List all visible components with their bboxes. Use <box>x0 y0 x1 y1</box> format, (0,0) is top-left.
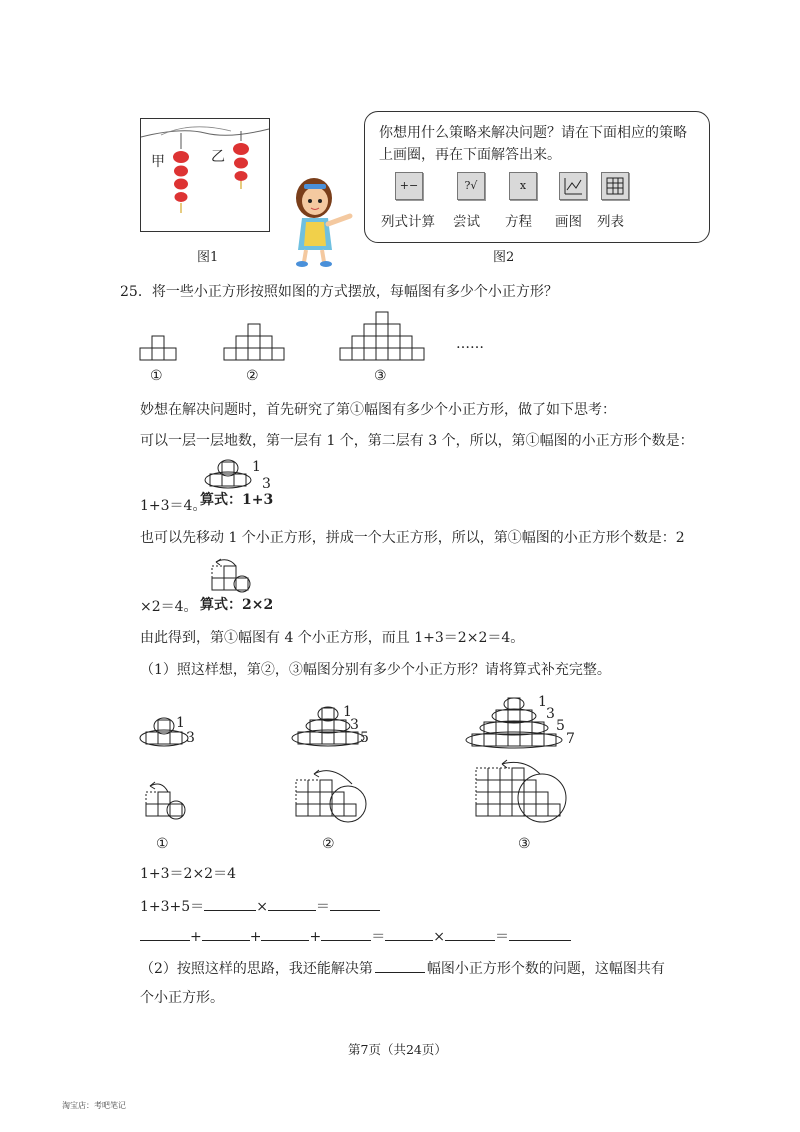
part-2-question: （2）按照这样的思路，我还能解决第 幅图小正方形个数的问题，这幅图共有 <box>140 958 665 979</box>
girl-illustration <box>284 176 354 268</box>
part-1-question: （1）照这样想，第②，③幅图分别有多少个小正方形？请将算式补充完整。 <box>140 662 611 678</box>
part-2-question-end: 个小正方形。 <box>140 990 224 1006</box>
ellipsis: …… <box>456 336 484 352</box>
formula-2: 算式：2×2 <box>200 597 274 613</box>
paragraph-2: 可以一层一层地数，第一层有 1 个，第二层有 3 个，所以，第①幅图的小正方形个数是： <box>140 433 694 449</box>
blank-8[interactable] <box>385 926 433 941</box>
figure-1-lanterns <box>140 118 270 232</box>
lanterns-illustration <box>141 119 269 231</box>
a-num-1: 1 <box>176 715 185 731</box>
q25-title: 25．将一些小正方形按照如图的方式摆放，每幅图有多少个小正方形？ <box>120 284 558 300</box>
blank-10[interactable] <box>509 926 571 941</box>
equation-2: ×2＝4。 <box>140 599 198 615</box>
formula-1: 算式：1+3 <box>200 492 274 508</box>
strategy-label-table: 列表 <box>597 214 624 230</box>
blank-1[interactable] <box>204 896 256 911</box>
strategy-label-equation: 方程 <box>505 214 532 230</box>
c-num-7: 7 <box>566 731 575 747</box>
graph-icon[interactable] <box>559 172 587 200</box>
rearrange-label-1: ① <box>156 836 169 852</box>
strategy-label-trial: 尝试 <box>453 214 480 230</box>
blank-7[interactable] <box>321 926 371 941</box>
fig-label-3: ③ <box>374 368 387 384</box>
fig-label-1: ① <box>150 368 163 384</box>
blank-6[interactable] <box>261 926 309 941</box>
page-number: 第7页（共24页） <box>348 1042 447 1057</box>
answer-line-1: 1+3＝2×2＝4 <box>140 866 236 882</box>
fig-label-2: ② <box>246 368 259 384</box>
a-num-3: 3 <box>186 730 195 746</box>
c-num-5: 5 <box>556 718 565 734</box>
blank-9[interactable] <box>445 926 495 941</box>
paragraph-1: 妙想在解决问题时，首先研究了第①幅图有多少个小正方形，做了如下思考： <box>140 402 616 418</box>
rearrange-label-2: ② <box>322 836 335 852</box>
pattern-figures <box>130 306 510 392</box>
blank-figure-number[interactable] <box>375 958 425 973</box>
strategy-bubble <box>364 111 710 243</box>
figure-1-caption: 图1 <box>197 250 219 265</box>
diag1-num-bottom: 3 <box>262 476 271 492</box>
move-square-diagram <box>206 556 266 594</box>
bubble-text: 你想用什么策略来解决问题？请在下面相应的策略上画圈，再在下面解答出来。 <box>379 125 687 163</box>
equation-icon[interactable]: x <box>509 172 537 200</box>
trial-icon[interactable]: ?√ <box>457 172 485 200</box>
table-icon[interactable] <box>601 172 629 200</box>
strategy-label-calc: 列式计算 <box>381 214 435 230</box>
answer-line-3: + + + ＝ × ＝ <box>140 926 571 947</box>
strategy-label-graph: 画图 <box>555 214 582 230</box>
b-num-3: 3 <box>350 717 359 733</box>
rearrange-label-3: ③ <box>518 836 531 852</box>
label-yi: 乙 <box>211 149 225 165</box>
label-jia: 甲 <box>151 154 165 170</box>
c-num-1: 1 <box>538 694 547 710</box>
blank-5[interactable] <box>202 926 250 941</box>
figure-2-caption: 图2 <box>493 250 515 265</box>
paragraph-4: 由此得到，第①幅图有 4 个小正方形，而且 1+3＝2×2＝4。 <box>140 630 525 646</box>
blank-3[interactable] <box>330 896 380 911</box>
equation-1: 1+3＝4。 <box>140 498 207 514</box>
c-num-3: 3 <box>546 706 555 722</box>
paragraph-3: 也可以先移动 1 个小正方形，拼成一个大正方形，所以，第①幅图的小正方形个数是：2 <box>140 530 685 546</box>
calculation-icon[interactable]: +− <box>395 172 423 200</box>
blank-4[interactable] <box>140 926 190 941</box>
b-num-5: 5 <box>360 730 369 746</box>
rearrange-diagrams <box>136 760 586 830</box>
shop-watermark: 淘宝店：考吧笔记 <box>62 1101 126 1110</box>
b-num-1: 1 <box>343 704 352 720</box>
answer-line-2: 1+3+5＝ × ＝ <box>140 896 380 917</box>
diag1-num-top: 1 <box>252 459 261 475</box>
blank-2[interactable] <box>268 896 316 911</box>
